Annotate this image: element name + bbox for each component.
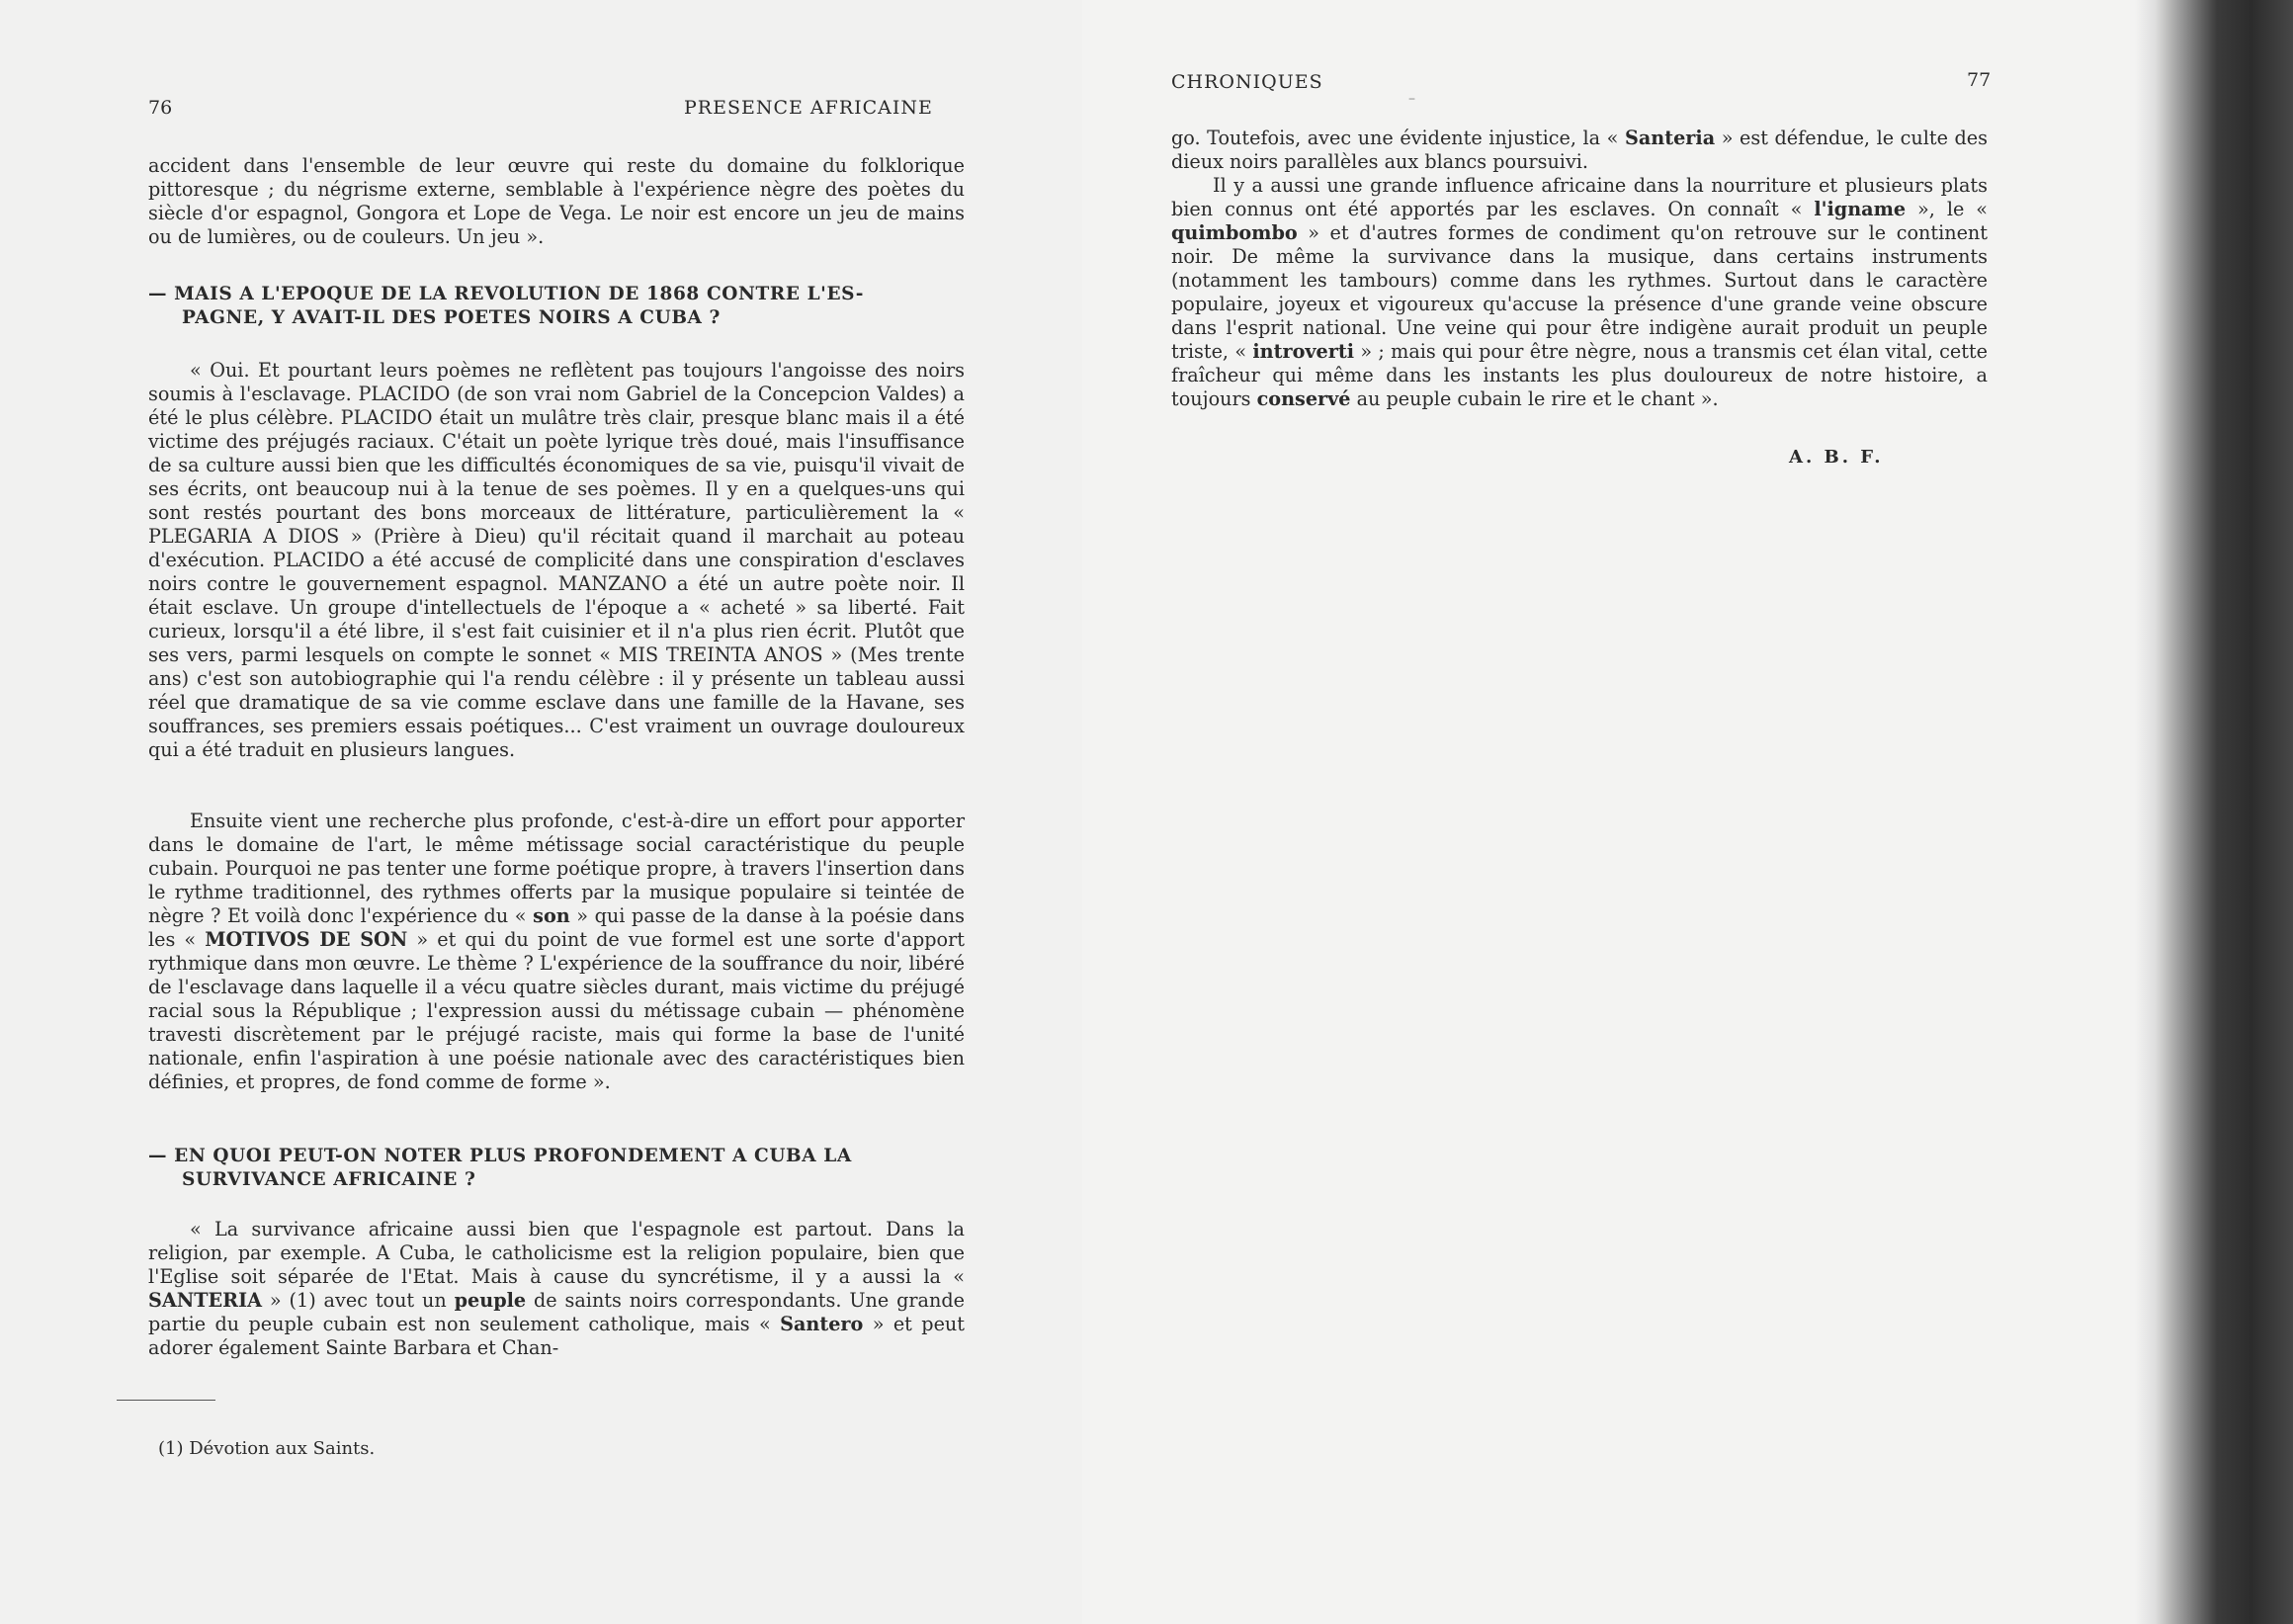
bold-term: quimbombo bbox=[1171, 221, 1298, 244]
text-run: go. Toutefois, avec une évidente injustice, la « bbox=[1171, 127, 1625, 149]
bold-term: MOTIVOS DE SON bbox=[205, 928, 408, 951]
left-text-2 bbox=[148, 359, 965, 762]
footnote-rule bbox=[117, 1400, 215, 1401]
paragraph bbox=[148, 1218, 965, 1360]
paragraph bbox=[1171, 174, 1988, 411]
bold-term: son bbox=[533, 904, 570, 927]
left-page bbox=[0, 0, 1082, 1624]
text-run: » qui passe de la danse à la poésie dans les « bbox=[148, 904, 965, 951]
paragraph bbox=[1171, 127, 1988, 174]
paragraph: accident dans l'ensemble de leur œuvre qui reste du domaine du folklorique pittoresque ; du négrisme externe, semblable à l'expérience nègre des poètes du siècle d'or espagnol, Gongora et Lope de Vega. Le noir est encore un jeu de mains ou de lumières, ou de couleurs. Un jeu ». bbox=[148, 154, 965, 248]
bold-term: Santero bbox=[780, 1313, 864, 1335]
paragraph: « Oui. Et pourtant leurs poèmes ne reflètent pas toujours l'angoisse des noirs soumis à l'esclavage. PLACIDO (de son vrai nom Gabriel de la Concepcion Valdes) a été le plus célèbre. PLACIDO était un mulâtre très clair, presque blanc mais il a été victime des préjugés raciaux. C'était un poète lyrique très doué, mais l'insuffisance de sa culture aussi bien que les difficultés économiques de sa vie, puisqu'il vivait de ses écrits, ont beaucoup nui à la tenue de ses poèmes. Il y en a quelques-uns qui sont restés pourtant des bons morceaux de littérature, particulièrement la « PLEGARIA A DIOS » (Prière à Dieu) qu'il récitait quand il marchait au poteau d'exécution. PLACIDO a été accusé de complicité dans une conspiration d'esclaves noirs contre le gouvernement espagnol. MANZANO a été un autre poète noir. Il était esclave. Un groupe d'intellectuels de l'époque a « acheté » sa liberté. Fait curieux, lorsqu'il a été libre, il s'est fait cuisinier et il n'a plus rien écrit. Plutôt que ses vers, parmi lesquels on compte le sonnet « MIS TREINTA ANOS » (Mes trente ans) c'est son autobiographie qui l'a rendu célèbre : il y présente un tableau aussi réel que dramatique de sa vie comme esclave dans une famille de la Havane, ses souffrances, ses premiers essais poétiques... C'est vraiment un ouvrage douloureux qui a été traduit en plusieurs langues. bbox=[148, 359, 965, 761]
text-run: » (1) avec tout un bbox=[262, 1289, 455, 1312]
right-text-1 bbox=[1171, 127, 1988, 411]
text-run: » est défendue, le culte des dieux noirs parallèles aux blancs poursuivi. bbox=[1171, 127, 1989, 173]
left-text-1 bbox=[148, 154, 965, 249]
paragraph bbox=[148, 810, 965, 1094]
running-head-right: CHRONIQUES bbox=[1171, 71, 1323, 93]
left-text-4 bbox=[148, 1218, 965, 1360]
footnote: (1) Dévotion aux Saints. bbox=[158, 1438, 376, 1459]
bold-term: conservé bbox=[1256, 387, 1351, 410]
bold-term: introverti bbox=[1252, 340, 1355, 363]
right-page bbox=[1082, 0, 2165, 1624]
question-line: — MAIS A L'EPOQUE DE LA REVOLUTION DE 1868 CONTRE L'ES- bbox=[148, 284, 865, 304]
question-line: SURVIVANCE AFRICAINE ? bbox=[182, 1169, 476, 1190]
text-run: Il y a aussi une grande influence africaine dans la nourriture et plusieurs plats bien connus ont été apportés par les esclaves. On connaît « bbox=[1171, 174, 1988, 220]
bold-term: peuple bbox=[454, 1289, 527, 1312]
bold-term: SANTERIA bbox=[148, 1289, 262, 1312]
bold-term: l'igname bbox=[1814, 198, 1907, 220]
printing-mark: – bbox=[1408, 91, 1415, 107]
scan-edge-shadow bbox=[2155, 0, 2293, 1624]
text-run: « La survivance africaine aussi bien que l'espagnole est partout. Dans la religion, par exemple. A Cuba, le catholicisme est la religion populaire, bien que l'Eglise soit séparée de l'Etat. Mais à cause du syncrétisme, il y a aussi la « bbox=[148, 1218, 965, 1288]
text-run: » et qui du point de vue formel est une sorte d'apport rythmique dans mon œuvre. Le thème ? L'expérience de la souffrance du noir, libéré de l'esclavage dans laquelle il a vécu quatre siècles durant, mais victime du préjugé racial sous la République ; l'expression aussi du métissage cubain — phénomène travesti discrètement par le préjugé raciste, mais qui forme la base de l'unité nationale, enfin l'aspiration à une poésie nationale avec des caractéristiques bien définies, et propres, de fond comme de forme ». bbox=[148, 928, 965, 1093]
text-run: » et d'autres formes de condiment qu'on retrouve sur le continent noir. De même la survivance dans la musique, dans certains instruments (notamment les tambours) comme dans les rythmes. Surtout dans le caractère populaire, joyeux et vigoureux qu'accuse la présence d'une grande veine obscure dans l'esprit national. Une veine qui pour être indigène aurait produit un peuple triste, « bbox=[1171, 221, 1988, 363]
text-run: » et peut adorer également Sainte Barbara et Chan- bbox=[148, 1313, 965, 1359]
question-line: — EN QUOI PEUT-ON NOTER PLUS PROFONDEMENT A CUBA LA bbox=[148, 1146, 852, 1166]
text-run: de saints noirs correspondants. Une grande partie du peuple cubain est non seulement catholique, mais « bbox=[148, 1289, 965, 1335]
signature: A. B. F. bbox=[1789, 447, 1884, 468]
page-number-right: 77 bbox=[1967, 69, 1992, 91]
question-heading-1 bbox=[148, 283, 965, 330]
page-number-left: 76 bbox=[148, 97, 173, 119]
text-run: Ensuite vient une recherche plus profonde, c'est-à-dire un effort pour apporter dans le domaine de l'art, le même métissage social caractéristique du peuple cubain. Pourquoi ne pas tenter une forme poétique propre, à travers l'insertion dans le rythme traditionnel, des rythmes offerts par la musique populaire si teintée de nègre ? Et voilà donc l'expérience du « bbox=[148, 810, 965, 927]
text-run: », le « bbox=[1906, 198, 1988, 220]
bold-term: Santeria bbox=[1625, 127, 1716, 149]
question-heading-2 bbox=[148, 1145, 965, 1192]
text-run: au peuple cubain le rire et le chant ». bbox=[1350, 387, 1719, 410]
left-text-3 bbox=[148, 810, 965, 1094]
text-run: » ; mais qui pour être nègre, nous a transmis cet élan vital, cette fraîcheur qui même dans les instants les plus douloureux de notre histoire, a toujours bbox=[1171, 340, 1988, 410]
question-line: PAGNE, Y AVAIT-IL DES POETES NOIRS A CUBA ? bbox=[182, 307, 721, 328]
running-head-left: PRESENCE AFRICAINE bbox=[684, 97, 933, 119]
